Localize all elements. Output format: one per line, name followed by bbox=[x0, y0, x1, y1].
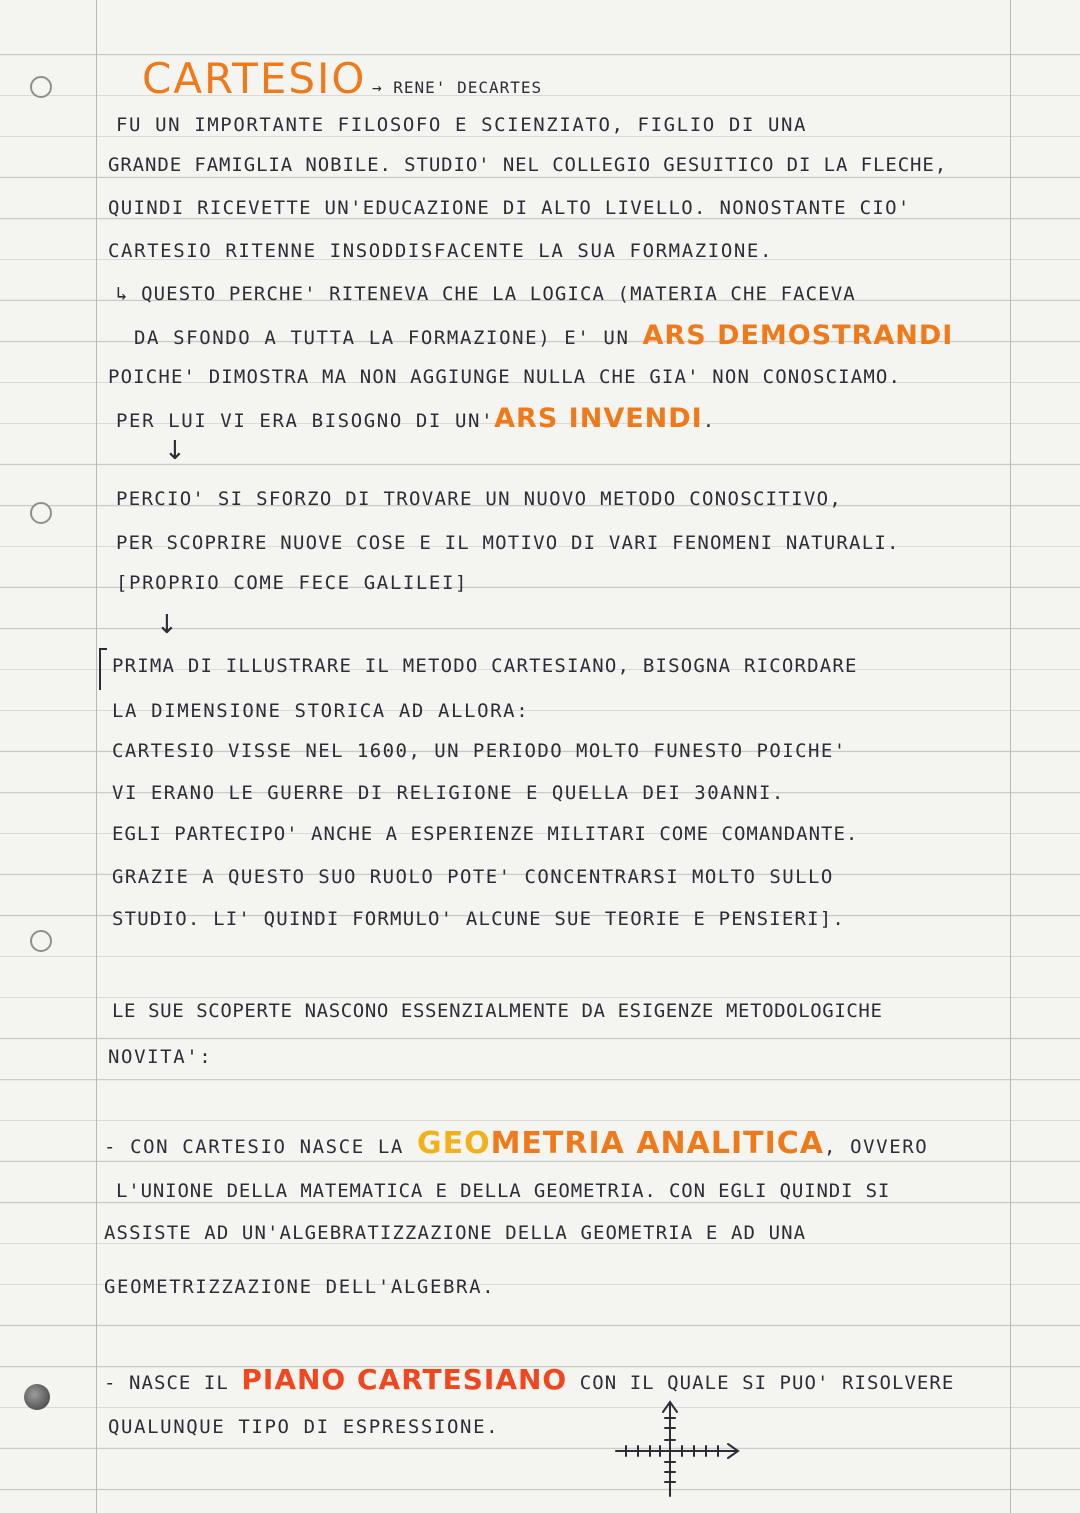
highlight-geo: GEO bbox=[416, 1126, 491, 1161]
text-segment: - CON CARTESIO NASCE LA bbox=[104, 1136, 404, 1158]
text-line: GRAZIE A QUESTO SUO RUOLO POTE' CONCENTRARSI MOLTO SULLO bbox=[112, 866, 834, 888]
right-margin-line bbox=[1010, 0, 1011, 1513]
text-line: [PROPRIO COME FECE GALILEI] bbox=[116, 572, 469, 594]
highlight-ars-demostrandi: ARS DEMOSTRANDI bbox=[642, 320, 954, 351]
text-line: EGLI PARTECIPO' ANCHE A ESPERIENZE MILITARI COME COMANDANTE. bbox=[112, 823, 859, 845]
bullet-geometria bbox=[104, 1126, 928, 1161]
page-title: CARTESIO bbox=[142, 54, 367, 103]
text-line: PERCIO' SI SFORZO DI TROVARE UN NUOVO METODO CONOSCITIVO, bbox=[116, 488, 843, 510]
text-line: STUDIO. LI' QUINDI FORMULO' ALCUNE SUE TEORIE E PENSIERI]. bbox=[112, 908, 846, 930]
text-segment: - NASCE IL bbox=[104, 1372, 229, 1394]
bullet-piano bbox=[104, 1363, 954, 1396]
text-line: VI ERANO LE GUERRE DI RELIGIONE E QUELLA DEI 30ANNI. bbox=[112, 782, 785, 804]
text-segment: DA SFONDO A TUTTA LA FORMAZIONE) E' UN bbox=[134, 327, 630, 349]
text-line: ↳ QUESTO PERCHE' RITENEVA CHE LA LOGICA (MATERIA CHE FACEVA bbox=[116, 283, 856, 305]
text-line: POICHE' DIMOSTRA MA NON AGGIUNGE NULLA CHE GIA' NON CONOSCIAMO. bbox=[108, 366, 902, 388]
cartesian-axes-sketch-icon bbox=[608, 1396, 748, 1504]
text-line: FU UN IMPORTANTE FILOSOFO E SCIENZIATO, FIGLIO DI UNA bbox=[116, 114, 808, 136]
text-line bbox=[134, 320, 953, 351]
highlight-ars-invendi: ARS INVENDI bbox=[494, 403, 703, 434]
binder-hole bbox=[30, 502, 52, 524]
highlight-geometria-analitica: METRIA ANALITICA bbox=[490, 1126, 824, 1161]
text-line: ASSISTE AD UN'ALGEBRATIZZAZIONE DELLA GEOMETRIA E AD UNA bbox=[104, 1222, 807, 1244]
text-line: PRIMA DI ILLUSTRARE IL METODO CARTESIANO, BISOGNA RICORDARE bbox=[112, 655, 858, 677]
arrow-down-icon: ↓ bbox=[164, 436, 186, 466]
highlight-piano-cartesiano: PIANO CARTESIANO bbox=[241, 1363, 568, 1396]
text-segment: CON IL QUALE SI PUO' RISOLVERE bbox=[579, 1372, 955, 1394]
text-line: GRANDE FAMIGLIA NOBILE. STUDIO' NEL COLLEGIO GESUITICO DI LA FLECHE, bbox=[108, 154, 948, 176]
text-line: NOVITA': bbox=[108, 1046, 213, 1068]
text-line: CARTESIO VISSE NEL 1600, UN PERIODO MOLTO FUNESTO POICHE' bbox=[112, 740, 847, 762]
text-line: LE SUE SCOPERTE NASCONO ESSENZIALMENTE DA ESIGENZE METODOLOGICHE bbox=[112, 1000, 883, 1022]
text-segment: . bbox=[702, 410, 716, 432]
text-line: LA DIMENSIONE STORICA AD ALLORA: bbox=[112, 700, 530, 722]
text-line: QUINDI RICEVETTE UN'EDUCAZIONE DI ALTO LIVELLO. NONOSTANTE CIO' bbox=[108, 197, 911, 219]
text-segment: , OVVERO bbox=[824, 1136, 929, 1158]
text-line: QUALUNQUE TIPO DI ESPRESSIONE. bbox=[108, 1416, 500, 1438]
binder-hole bbox=[24, 1384, 50, 1410]
text-line: GEOMETRIZZAZIONE DELL'ALGEBRA. bbox=[104, 1276, 496, 1298]
binder-hole bbox=[30, 930, 52, 952]
bracket-open bbox=[99, 648, 107, 690]
arrow-down-icon: ↓ bbox=[156, 610, 178, 640]
text-line: L'UNIONE DELLA MATEMATICA E DELLA GEOMETRIA. CON EGLI QUINDI SI bbox=[116, 1180, 891, 1202]
text-segment: PER LUI VI ERA BISOGNO DI UN' bbox=[116, 410, 495, 432]
binder-hole bbox=[30, 76, 52, 98]
left-margin-line bbox=[96, 0, 97, 1513]
text-line: PER SCOPRIRE NUOVE COSE E IL MOTIVO DI VARI FENOMENI NATURALI. bbox=[116, 532, 900, 554]
text-line bbox=[116, 403, 716, 434]
page-subtitle: → RENE' DECARTES bbox=[372, 78, 543, 97]
text-line: CARTESIO RITENNE INSODDISFACENTE LA SUA FORMAZIONE. bbox=[108, 240, 773, 262]
